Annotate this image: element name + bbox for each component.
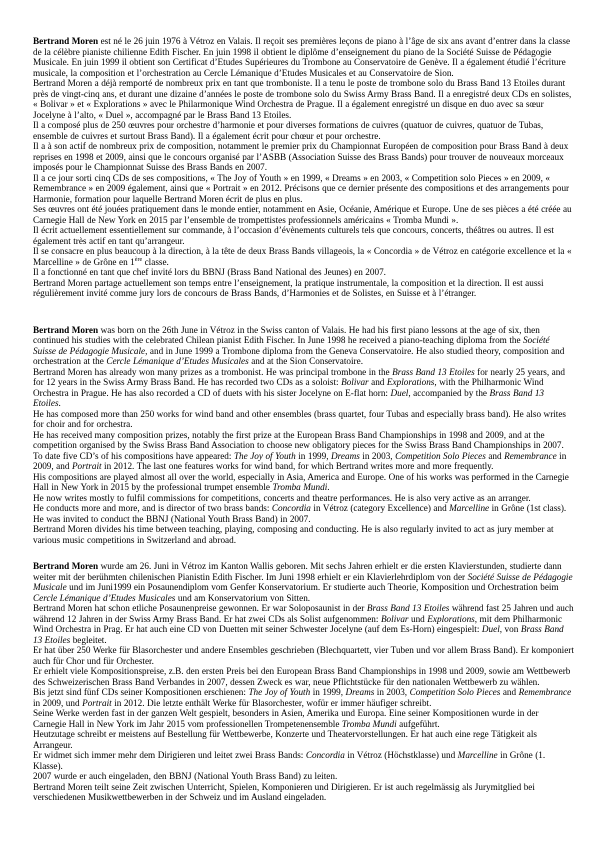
text-run: Il se consacre en plus beaucoup à la direction, à la tête de deux Brass Bands villageois, la « Concordia » de Vétroz en catégorie excellence et la « Marcelline » de Grône en 1 bbox=[33, 246, 572, 267]
text-run: Competition Solo Pieces bbox=[395, 450, 486, 461]
paragraph bbox=[33, 173, 574, 205]
text-run: Brass Band 13 Etoiles bbox=[33, 387, 545, 408]
text-run: Il a ce jour sorti cinq CDs de ses compositions, « The Joy of Youth » en 1999, « Dreams » en 2003, « Competition solo Pieces » en 2009, « Remembrance » en 2009 également, ainsi que « Portrait » en 2012. Précisons que ce dernier présente des compositions et des arrangements pour Harmonie, formation pour laquelle Bertrand Moren écrit de plus en plus. bbox=[33, 172, 570, 204]
text-run: Brass Band 13 Etoiles bbox=[366, 603, 450, 613]
text-run: in 2009, und bbox=[33, 697, 83, 708]
paragraph bbox=[33, 666, 574, 687]
text-run: was born on the 26th June in Vétroz in the Swiss canton of Valais. He had his first piano lessons at the age of six, then continued his studies with the celebrated Chilean pianist Edith Fischer. In June 1998 he received a piano-teaching diploma from the bbox=[33, 324, 540, 345]
text-run: Bis jetzt sind fünf CDs seiner Kompositionen erschienen: bbox=[33, 687, 249, 697]
text-run: in 2012. Die letzte enthält Werke für Blasorchester, wofür er immer häufiger schreibt. bbox=[111, 697, 432, 708]
text-run: Cercle Lémanique d’Etudes Musicales bbox=[106, 356, 249, 366]
text-run: in Grône (1. Klasse). bbox=[33, 750, 546, 771]
text-run: Er erhielt viele Kompositionspreise, z.B. den ersten Preis bei den European Brass Band Championships in 1998 und 2009, sowie am Wettbewerb des Schweizerischen Brass Band Verbandes in 2007, dessen Zweck es war, neue Pflichtstücke für den nationalen Wettbewerb zu wählen. bbox=[33, 666, 571, 687]
paragraph bbox=[33, 36, 574, 78]
text-run: est né le 26 juin 1976 à Vétroz en Valais. Il reçoit ses premières leçons de piano à l’âge de six ans avant d’entrer dans la classe de la célèbre pianiste chilienne Edith Fischer. En juin 1998 il obtient le diplôme d’enseignement du piano de la Société Suisse de Pédagogie Musicale. En juin 1999 il obtient son Certificat d’Etudes Supérieures du Trombone au Conservatoire de Genève. Il a également étudié l’écriture musicale, la composition et l’orchestration au Cercle Lémanique d’Etudes Musicales et au Conservatoire de Sion. bbox=[33, 36, 571, 78]
paragraph bbox=[33, 493, 574, 504]
text-run: Il a composé plus de 250 œuvres pour orchestre d’harmonie et pour diverses formations de cuivres (quatuor de cuivres, quatuor de Tubas, ensemble de cuivres et surtout Brass Band). Il a également écrit pour chœur et pour orchestre. bbox=[33, 120, 544, 141]
text-run: Bertrand Moren hat schon etliche Posaunenpreise gewonnen. Er war Soloposaunist in der bbox=[33, 603, 367, 613]
paragraph bbox=[33, 729, 574, 750]
text-run: Concordia bbox=[271, 503, 311, 513]
text-run: . bbox=[58, 398, 61, 408]
paragraph bbox=[33, 267, 574, 278]
paragraph bbox=[33, 120, 574, 141]
paragraph bbox=[33, 278, 574, 299]
text-run: Société Suisse de Pédagogie Musicale bbox=[33, 571, 573, 592]
text-run: , von bbox=[499, 624, 521, 634]
text-run: in 2003, bbox=[374, 687, 410, 697]
text-run: He has received many composition prizes, notably the first prize at the European Brass Band Championships in 1998 and 2009, and at the competition organised by the Swiss Brass Band Association to choose new obligatory pieces for the Swiss Brass Band Championships in 2007. bbox=[33, 429, 564, 450]
text-run: aufgeführt. bbox=[396, 718, 440, 729]
paragraph bbox=[33, 325, 574, 367]
text-run: begleitet. bbox=[70, 634, 107, 645]
text-run: The Joy of Youth bbox=[233, 450, 296, 461]
paragraph bbox=[33, 204, 574, 225]
text-run: in Grône (1st class). bbox=[489, 503, 567, 513]
text-run: classe. bbox=[142, 256, 169, 267]
text-run: in Vétroz (category Excellence) and bbox=[310, 503, 450, 513]
text-run: Bertrand Moren bbox=[33, 324, 99, 335]
text-run: Bertrand Moren a déjà remporté de nombreux prix en tant que tromboniste. Il a tenu le poste de trombone solo du Brass Band 13 Etoiles durant près de vingt-cinq ans, et durant une dizaine d’années le poste de trombone solo du Swiss Army Brass Band. Il a enregistré deux CDs en solistes, « Bolivar » et « Explorations » avec le Philarmonique Wind Orchestra de Prague. Il a également enregistré un disque en duo avec sa sœur Jocelyne à l’alto, « Duel », accompagné par le Brass Band 13 Etoiles. bbox=[33, 78, 572, 120]
text-run: 2007 wurde er auch eingeladen, den BBNJ (National Youth Brass Band) zu leiten. bbox=[33, 771, 338, 781]
text-run: wurde am 26. Juni in Vétroz im Kanton Wallis geboren. Mit sechs Jahren erhielt er die ersten Klavierstunden, studierte dann weiter mit der berühmten chilenischen Pianistin Edith Fischer. Im Juni 1998 erhielt er ein Klavierlehrdiplom von der bbox=[33, 561, 562, 582]
text-run: Portrait bbox=[82, 697, 112, 708]
text-run: in 2012. The last one features works for wind band, for which Bertrand writes more and more frequently. bbox=[101, 461, 494, 471]
text-run: Bertrand Moren divides his time between teaching, playing, composing and conducting. He is also regularly invited to act as jury member at various music competitions in Switzerland and abroad. bbox=[33, 524, 554, 545]
text-run: Heutzutage schreibt er meistens auf Bestellung für Wettbewerbe, Konzerte und Theatervorstellungen. Er hat auch eine rege Tätigkeit als Arrangeur. bbox=[33, 729, 537, 750]
text-run: während fast 25 Jahren und auch während 12 Jahren in der Swiss Army Brass Band. Er hat zwei CDs als Solist aufgenommen: bbox=[33, 603, 574, 624]
text-run: Dreams bbox=[345, 687, 375, 697]
paragraph bbox=[33, 771, 574, 782]
paragraph bbox=[33, 524, 574, 545]
text-run: Bertrand Moren teilt seine Zeit zwischen Unterricht, Spielen, Komponieren und Dirigieren. Er ist auch regelmässig als Jurymitglied bei verschiedenen Musikwettbewerben in der Schweiz und im Ausland eingeladen. bbox=[33, 781, 535, 802]
paragraph bbox=[33, 687, 574, 708]
text-run: Cercle Lémanique d’Etudes Musicales bbox=[33, 592, 176, 603]
paragraph bbox=[33, 78, 574, 120]
text-run: , with the Philharmonic Wind Orchestra in Prague. He has also recorded a CD of duets with his sister Jocelyne on E-flat horn: bbox=[33, 377, 544, 398]
paragraph bbox=[33, 708, 574, 729]
text-run: . bbox=[327, 482, 330, 492]
paragraph bbox=[33, 782, 574, 803]
text-run: Marcelline bbox=[457, 750, 498, 760]
text-run: Bertrand Moren has already won many prizes as a trombonist. He was principal trombone in the bbox=[33, 366, 393, 377]
text-run: Bertrand Moren partage actuellement son temps entre l’enseignement, la pratique instrumentale, la composition et la direction. Il est aussi régulièrement invité comme jury lors de concours de Brass Bands, d’Harmonies et de Solistes, en Suisse et à l’étranger. bbox=[33, 277, 544, 298]
text-run: Seine Werke werden fast in der ganzen Welt gespielt, besonders in Asien, Amerika und Europa. Eine seiner Kompositionen wurde in der Carnegie Hall in New York im Jahr 2015 vom professionellen Trompetenensemble bbox=[33, 708, 539, 729]
text-run: und am Konservatorium von Sitten. bbox=[175, 592, 311, 603]
text-run: Remembrance bbox=[504, 450, 557, 461]
text-run: and at the Sion Conservatoire. bbox=[248, 356, 363, 366]
text-run: and bbox=[500, 687, 519, 697]
text-run: Brass Band 13 Etoiles bbox=[33, 624, 564, 645]
paragraph bbox=[33, 451, 574, 472]
paragraph bbox=[33, 750, 574, 771]
text-run: Portrait bbox=[71, 461, 102, 471]
text-run: His compositions are played almost all over the world, especially in Asia, America and Europe. One of his works was performed in the Carnegie Hall in New York in 2015 by the professional trumpet ensemble bbox=[33, 471, 569, 492]
text-run: in 2009, and bbox=[33, 450, 567, 471]
text-run: Bolivar bbox=[380, 613, 409, 624]
text-run: Ses œuvres ont été jouées pratiquement dans le monde entier, notamment en Asie, Océanie, Amérique et Europe. Une de ses pièces a été créée au Carnegie Hall de New York en 2015 par l’ensemble de trompettistes professionnels américains « Tromba Mundi ». bbox=[33, 204, 572, 225]
paragraph bbox=[33, 503, 574, 514]
text-run: Il écrit actuellement essentiellement sur commande, à l’occasion d’évènements culturels tels que concours, concerts, théâtres ou autres. Il est également très actif en tant qu’arrangeur. bbox=[33, 225, 554, 246]
text-run: Société Suisse de Pédagogie Musicale bbox=[33, 335, 550, 356]
paragraph bbox=[33, 514, 574, 525]
paragraph bbox=[33, 472, 574, 493]
text-run: in Vétroz (Höchstklasse) und bbox=[344, 750, 458, 760]
paragraph bbox=[33, 246, 574, 267]
text-run: Brass Band 13 Etoiles bbox=[392, 366, 475, 377]
text-run: Concordia bbox=[305, 750, 345, 760]
text-run: , mit dem Philharmonic Wind Orchestra in Prag. Er hat auch eine CD von Duetten mit seiner Schwester Jocelyne (auf dem Es-Horn) eingespielt: bbox=[33, 613, 563, 634]
text-run: Dreams bbox=[331, 450, 360, 461]
text-run: The Joy of Youth bbox=[248, 687, 311, 697]
paragraph bbox=[33, 430, 574, 451]
paragraph bbox=[33, 409, 574, 430]
paragraph bbox=[33, 645, 574, 666]
text-run: Er widmet sich immer mehr dem Dirigieren und leitet zwei Brass Bands: bbox=[33, 750, 306, 760]
text-run: He has composed more than 250 works for wind band and other ensembles (brass quartet, four Tubas and especially brass band). He also writes for choir and for orchestra. bbox=[33, 408, 567, 429]
text-run: Tromba Mundi bbox=[341, 718, 397, 729]
text-run: Marcelline bbox=[449, 503, 490, 513]
text-run: Er hat über 250 Werke für Blasorchester und andere Ensembles geschrieben (Blechquartett, vier Tuben und vor allem Brass Band). Er komponiert auch für Chor und für Orchester. bbox=[33, 645, 574, 666]
paragraph bbox=[33, 225, 574, 246]
text-run: und im Juni1999 ein Posaunendiplom vom Genfer Konservatorium. Er studierte auch Theorie, Komposition und Orchestration beim bbox=[66, 582, 559, 592]
text-run: und bbox=[408, 613, 428, 624]
section-biography-english bbox=[33, 325, 574, 546]
text-run: and bbox=[368, 377, 387, 387]
text-run: He now writes mostly to fulfil commissions for competitions, concerts and theatre performances. He is also very active as an arranger. bbox=[33, 492, 531, 503]
text-run: Bertrand Moren bbox=[33, 561, 99, 571]
text-run: Il a fonctionné en tant que chef invité lors du BBNJ (Brass Band National des Jeunes) en 2007. bbox=[33, 267, 386, 277]
text-run: , accompanied by the bbox=[408, 387, 490, 398]
text-run: Competition Solo Pieces bbox=[409, 687, 501, 697]
text-run: Explorations bbox=[386, 377, 435, 387]
text-run: Bolivar bbox=[341, 377, 369, 387]
text-run: Tromba Mundi bbox=[272, 482, 328, 492]
paragraph bbox=[33, 603, 574, 645]
text-run: Duel bbox=[390, 387, 409, 398]
text-run: Explorations bbox=[427, 613, 475, 624]
text-run: Il a à son actif de nombreux prix de composition, notamment le premier prix du Championnat Européen de composition pour Brass Band à deux reprises en 1998 et 2009, ainsi que le concours organisé par l’ASBB (Association Suisse des Brass Bands) pour trouver de nouveaux morceaux imposés pour le Championnat Suisse des Brass Bands en 2007. bbox=[33, 141, 569, 172]
text-run: in 1999, bbox=[295, 450, 332, 461]
text-run: To date five CD’s of his compositions have appeared: bbox=[33, 450, 234, 461]
paragraph bbox=[33, 561, 574, 603]
text-run: He was invited to conduct the BBNJ (National Youth Brass Band) in 2007. bbox=[33, 513, 311, 524]
text-run: He conducts more and more, and is director of two brass bands: bbox=[33, 503, 272, 513]
section-biography-french bbox=[33, 36, 574, 299]
text-run: in 2003, bbox=[359, 450, 396, 461]
text-run: and bbox=[485, 450, 505, 461]
text-run: in 1999, bbox=[310, 687, 346, 697]
text-run: for nearly 25 years, and for 12 years in the Swiss Army Brass Band. He has recorded two CDs as a soloist: bbox=[33, 366, 565, 387]
text-run: Bertrand Moren bbox=[33, 36, 99, 46]
section-biography-german bbox=[33, 561, 574, 803]
text-run: Duel bbox=[481, 624, 500, 634]
paragraph bbox=[33, 367, 574, 409]
text-run: Remembrance bbox=[518, 687, 572, 697]
text-run: , and in June 1999 a Trombone diploma from the Geneva Conservatoire. He also studied theory, composition and orchestration at the bbox=[33, 345, 565, 366]
text-run: ère bbox=[134, 256, 143, 263]
paragraph bbox=[33, 141, 574, 173]
